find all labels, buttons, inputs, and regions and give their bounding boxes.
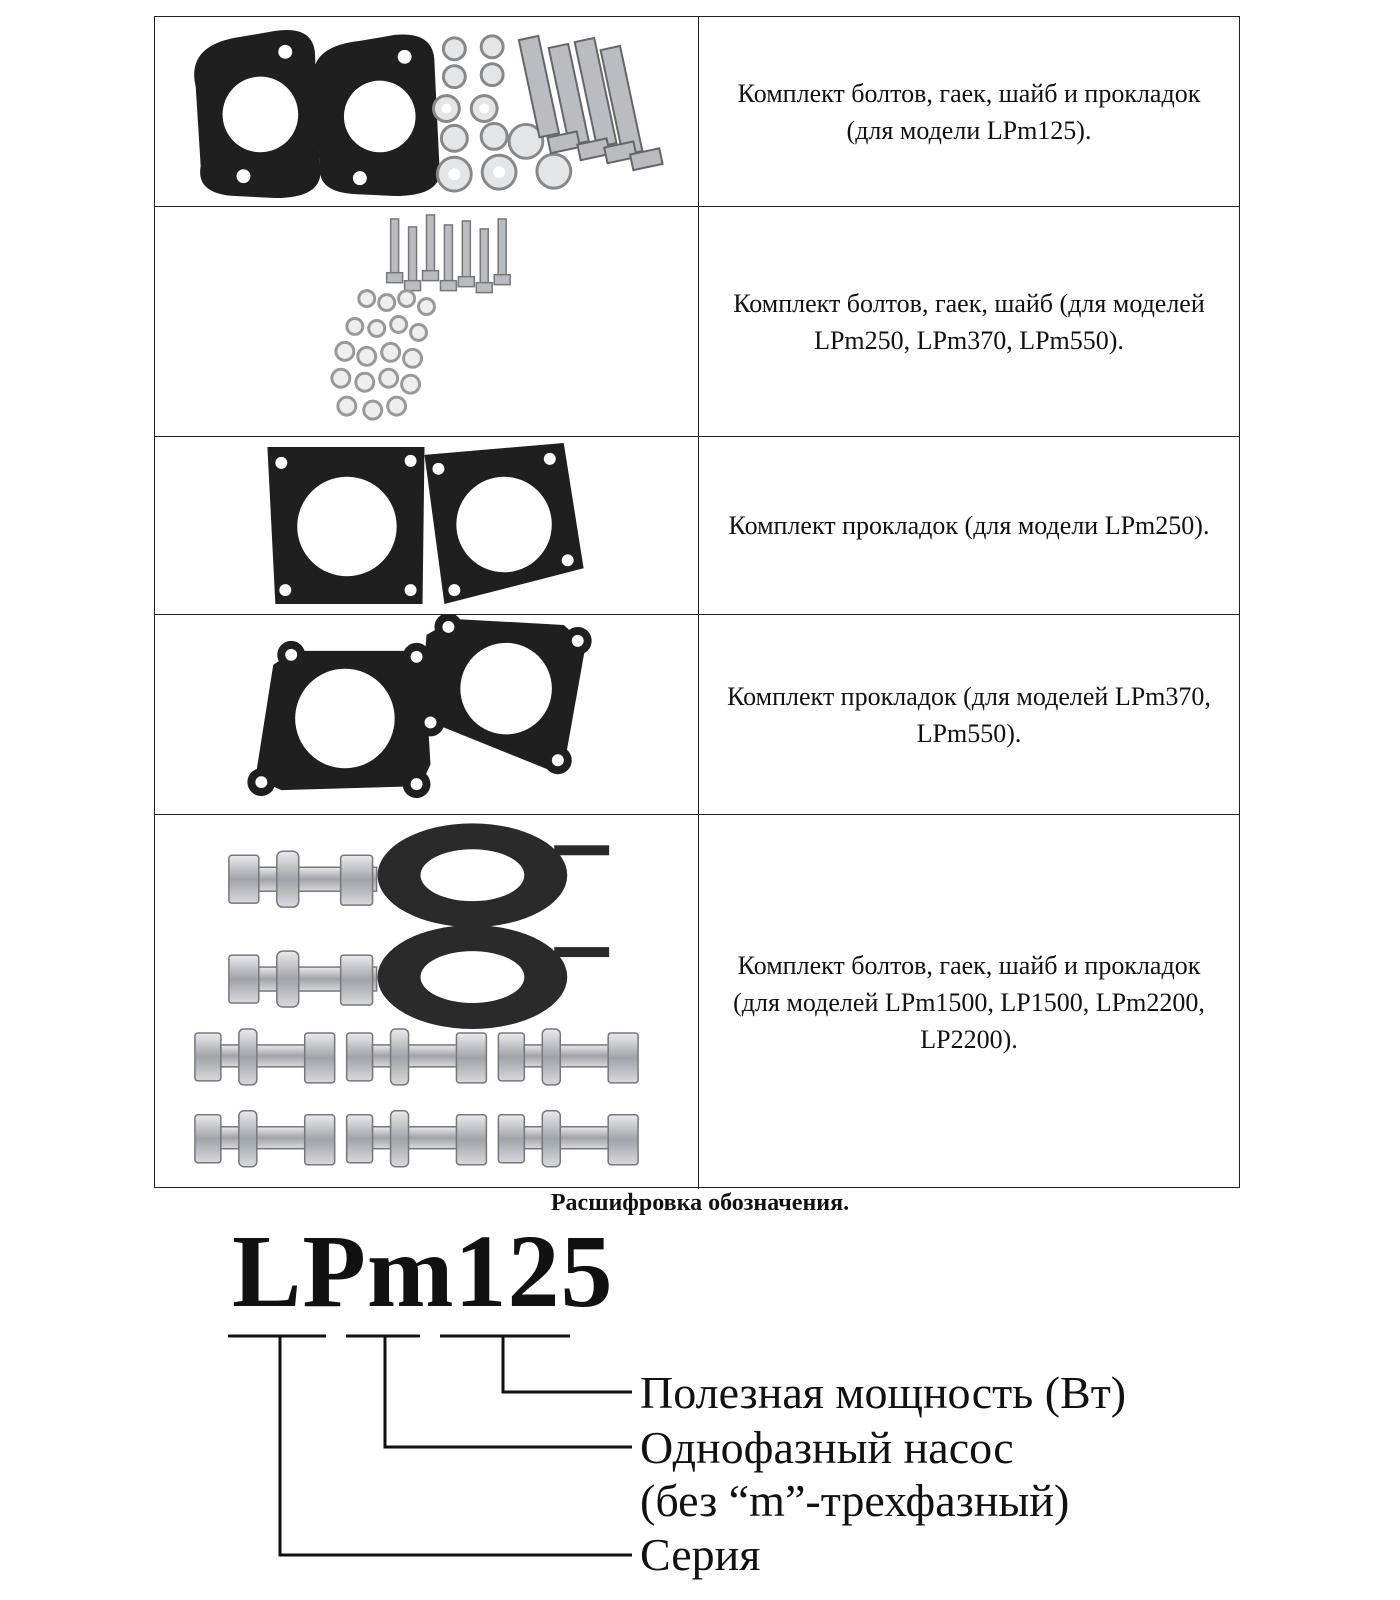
part-description: Комплект болтов, гаек, шайб и прокладок (для модели LPm125).	[737, 78, 1201, 145]
part-description: Комплект прокладок (для моделей LPm370, LPm550).	[727, 681, 1211, 748]
legend-three-phase-note: (без “m”-трехфазный)	[640, 1475, 1070, 1526]
table-row	[155, 615, 1239, 815]
legend-series: Серия	[640, 1529, 761, 1580]
part-description: Комплект болтов, гаек, шайб (для моделей LPm250, LPm370, LPm550).	[733, 288, 1205, 355]
table-row	[155, 207, 1239, 437]
table-row	[155, 437, 1239, 615]
decoding-title: Расшифровка обозначения.	[550, 1190, 850, 1216]
bolts-nuts-round-gaskets-icon	[155, 815, 699, 1189]
part-description: Комплект болтов, гаек, шайб и прокладок (для моделей LPm1500, LP1500, LPm2200, LP2200).	[733, 950, 1205, 1054]
bolts-nuts-washers-gaskets-oval-icon	[155, 17, 699, 206]
model-code: LPm125	[232, 1214, 614, 1329]
legend-power: Полезная мощность (Вт)	[640, 1367, 1127, 1418]
table-row	[155, 815, 1239, 1189]
table-row	[155, 17, 1239, 207]
square-gaskets-icon	[155, 437, 699, 614]
legend-single-phase: Однофазный насос	[640, 1422, 1014, 1473]
part-description: Комплект прокладок (для модели LPm250).	[728, 511, 1210, 540]
lobed-gaskets-icon	[155, 615, 699, 814]
parts-table	[154, 16, 1240, 1188]
bolts-nuts-washers-icon	[155, 207, 699, 436]
